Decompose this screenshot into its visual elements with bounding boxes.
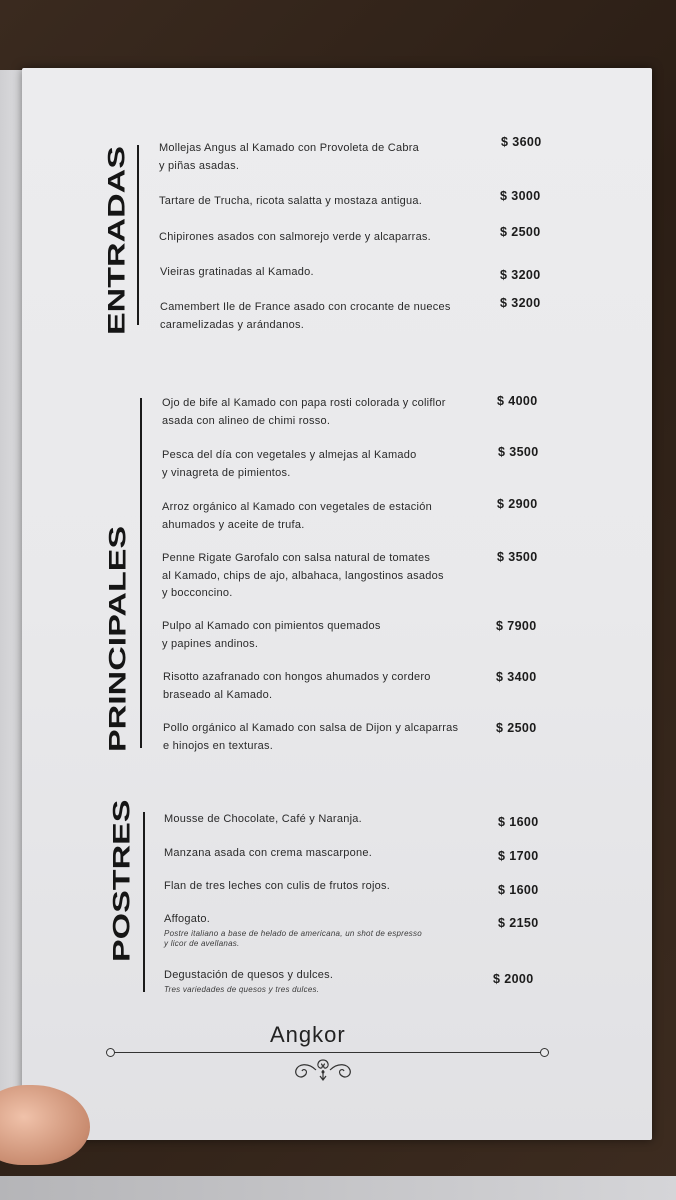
item-name: Ojo de bife al Kamado con papa rosti colorada y coliflor (162, 397, 446, 409)
item-price: $ 2000 (493, 972, 534, 986)
item-note: Postre italiano a base de helado de americana, un shot de espresso (164, 928, 422, 938)
item-name-line2: e hinojos en texturas. (163, 739, 274, 752)
item-name-line2: braseado al Kamado. (163, 688, 273, 701)
menu-item (164, 811, 362, 829)
item-name: Affogato. (164, 913, 211, 925)
menu-item (159, 140, 419, 175)
item-price: $ 3400 (496, 670, 537, 684)
item-name: Camembert Ile de France asado con crocante de nueces (160, 301, 451, 313)
item-price: $ 1600 (498, 815, 539, 829)
menu-item (164, 878, 390, 896)
item-name-line2: asada con alineo de chimi rosso. (162, 414, 331, 427)
item-name-line2: ahumados y aceite de trufa. (162, 518, 305, 531)
item-name: Vieiras gratinadas al Kamado. (160, 266, 314, 278)
section-title-entradas: ENTRADAS (103, 146, 131, 335)
menu-item (164, 911, 422, 949)
menu-item (163, 669, 431, 704)
item-name-line2: y piñas asadas. (159, 159, 240, 172)
item-price: $ 2150 (498, 916, 539, 930)
item-price: $ 1600 (498, 883, 539, 897)
footer-rule (110, 1052, 542, 1053)
item-price: $ 1700 (498, 849, 539, 863)
menu-item (162, 618, 381, 653)
menu-item (159, 193, 422, 211)
item-price: $ 4000 (497, 394, 538, 408)
item-name-line2: caramelizadas y arándanos. (160, 318, 305, 331)
item-name-line2: y papines andinos. (162, 637, 259, 650)
item-name: Arroz orgánico al Kamado con vegetales de estación (162, 501, 432, 513)
item-note-line2: y licor de avellanas. (164, 938, 240, 948)
item-price: $ 3600 (501, 135, 542, 149)
item-price: $ 3500 (498, 445, 539, 459)
entradas-divider (137, 145, 139, 325)
fabric-strip (0, 1176, 676, 1200)
item-name: Manzana asada con crema mascarpone. (164, 847, 373, 859)
rule-end-right (540, 1048, 549, 1057)
menu-item (162, 395, 446, 430)
menu-item (162, 550, 444, 603)
menu-item (162, 499, 432, 534)
item-name: Mousse de Chocolate, Café y Naranja. (164, 813, 362, 825)
item-name-line2: al Kamado, chips de ajo, albahaca, langostinos asados (162, 569, 444, 582)
menu-item (164, 845, 372, 863)
item-price: $ 3500 (497, 550, 538, 564)
item-price: $ 3000 (500, 189, 541, 203)
item-price: $ 7900 (496, 619, 537, 633)
item-price: $ 2900 (497, 497, 538, 511)
section-title-principales: PRINCIPALES (104, 525, 132, 752)
item-price: $ 2500 (500, 225, 541, 239)
menu-item (160, 299, 451, 334)
item-name: Mollejas Angus al Kamado con Provoleta de Cabra (159, 142, 420, 154)
item-price: $ 2500 (496, 721, 537, 735)
item-name: Flan de tres leches con culis de frutos rojos. (164, 880, 391, 892)
item-name: Tartare de Trucha, ricota salatta y mostaza antigua. (159, 195, 423, 207)
item-name-line3: y bocconcino. (162, 587, 233, 599)
menu-item (160, 264, 314, 282)
menu-item (162, 447, 417, 482)
item-name: Pesca del día con vegetales y almejas al Kamado (162, 449, 417, 461)
brand-logo: Angkor (270, 1022, 346, 1047)
item-name: Penne Rigate Garofalo con salsa natural de tomates (162, 552, 431, 564)
postres-divider (143, 812, 145, 992)
principales-divider (140, 398, 142, 748)
item-price: $ 3200 (500, 268, 541, 282)
item-name: Pollo orgánico al Kamado con salsa de Dijon y alcaparras (163, 722, 459, 734)
section-title-postres: POSTRES (108, 799, 136, 962)
menu-item (164, 967, 333, 995)
item-note: Tres variedades de quesos y tres dulces. (164, 984, 320, 994)
item-name-line2: y vinagreta de pimientos. (162, 466, 291, 479)
item-name: Degustación de quesos y dulces. (164, 969, 334, 981)
ornament-icon (292, 1056, 354, 1084)
menu-item (159, 229, 431, 247)
item-name: Pulpo al Kamado con pimientos quemados (162, 620, 381, 632)
item-price: $ 3200 (500, 296, 541, 310)
item-name: Risotto azafranado con hongos ahumados y cordero (163, 671, 431, 683)
menu-item (163, 720, 458, 755)
rule-end-left (106, 1048, 115, 1057)
item-name: Chipirones asados con salmorejo verde y alcaparras. (159, 231, 431, 243)
